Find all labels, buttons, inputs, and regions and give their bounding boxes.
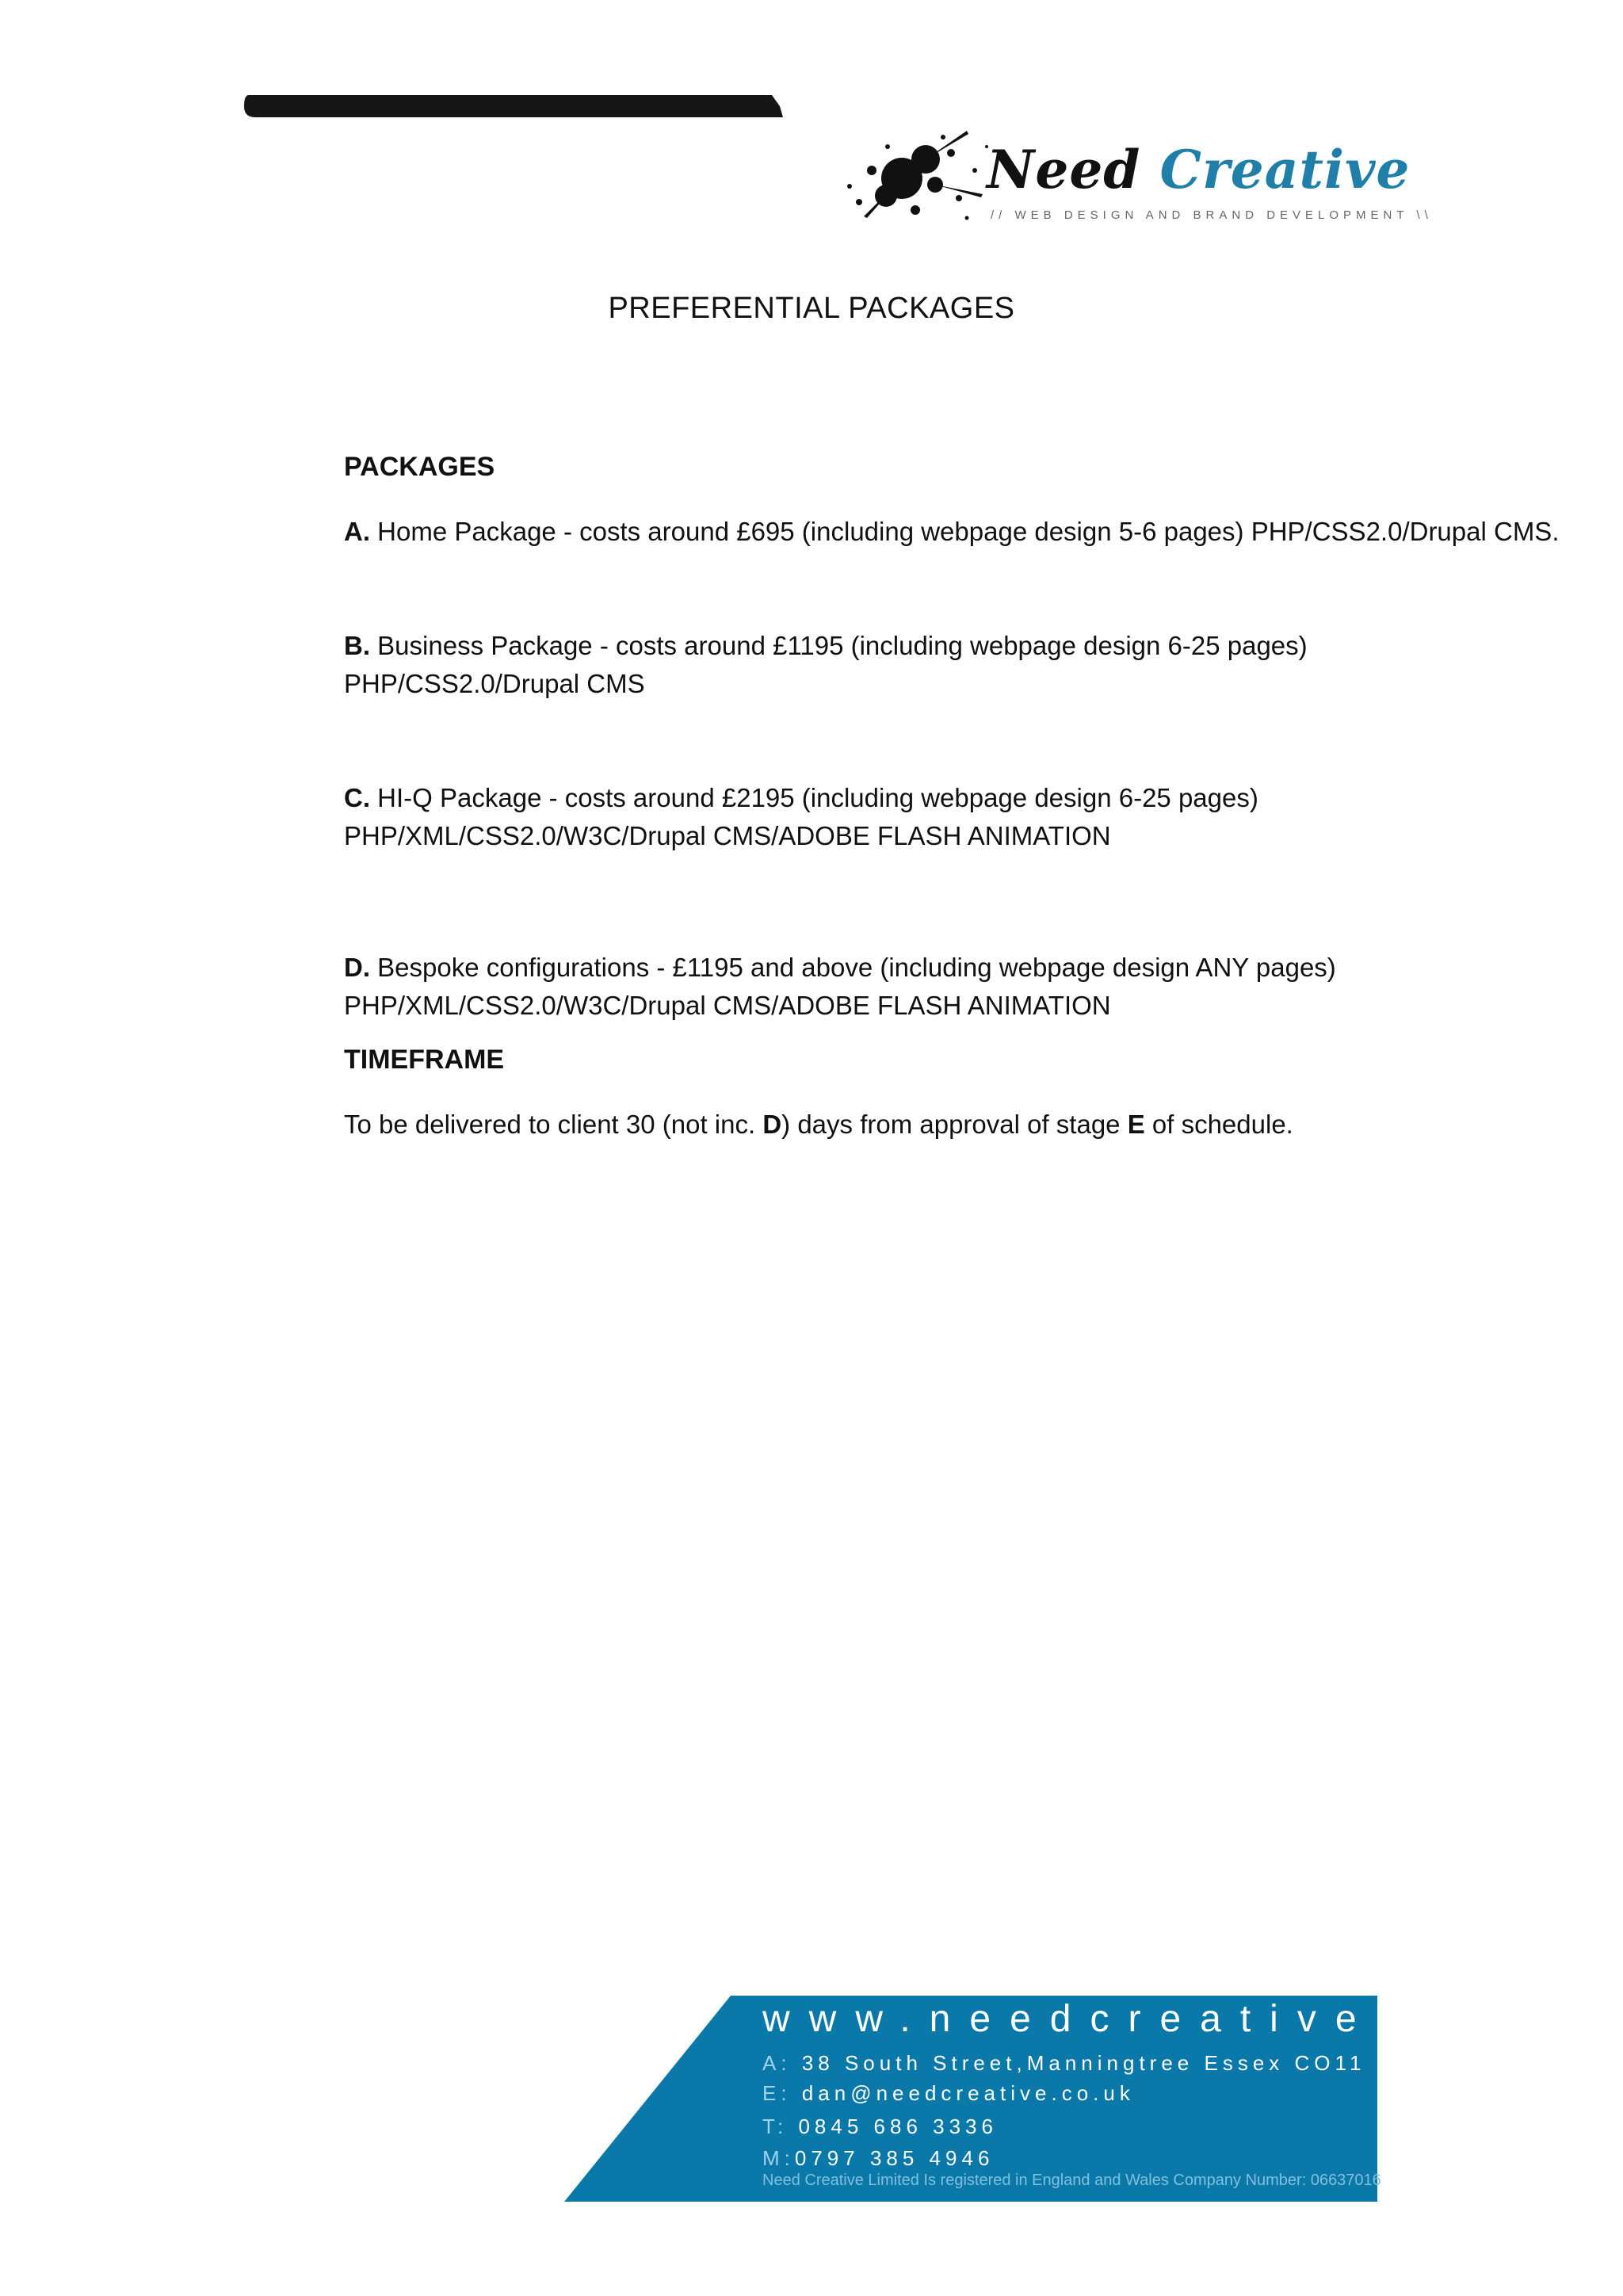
footer-phone-key: T:: [762, 2115, 789, 2138]
ink-splatter-icon: [840, 123, 999, 230]
package-item-b: [344, 627, 1469, 703]
package-letter: C.: [344, 783, 370, 812]
logo-tagline: // WEB DESIGN AND BRAND DEVELOPMENT \\: [991, 208, 1433, 222]
footer-email-key: E:: [762, 2081, 792, 2105]
timeframe-text-part: of schedule.: [1144, 1110, 1293, 1139]
logo-name-part2: Creative: [1159, 139, 1411, 201]
footer-address-value: 38 South Street,Manningtree Essex CO11 1BG: [801, 2051, 1432, 2075]
footer-email: [762, 2081, 1135, 2106]
page-title: PREFERENTIAL PACKAGES: [608, 292, 1015, 325]
package-tech: PHP/XML/CSS2.0/W3C/Drupal CMS/ADOBE FLASH ANIMATION: [344, 991, 1111, 1020]
package-line: [344, 513, 1560, 551]
footer-website-link[interactable]: www.needcreative.co.uk: [762, 1998, 1591, 2040]
document-body: [344, 448, 1560, 1144]
package-letter: B.: [344, 631, 370, 660]
footer-phone-value: 0845 686 3336: [798, 2115, 998, 2138]
footer-contact-block: [564, 1996, 1591, 2202]
logo-wordmark: [987, 139, 1410, 201]
logo-name-part1: Need: [987, 139, 1141, 201]
timeframe-text-part: To be delivered to client 30 (not inc.: [344, 1110, 763, 1139]
package-text: Home Package - costs around £695 (including webpage design 5-6 pages) PHP/CSS2.0/Drupal CMS.: [377, 517, 1560, 546]
footer-email-value[interactable]: dan@needcreative.co.uk: [801, 2081, 1135, 2105]
package-line: [344, 949, 1469, 987]
package-tech: PHP/CSS2.0/Drupal CMS: [344, 669, 645, 698]
package-letter: A.: [344, 517, 370, 546]
timeframe-text: [344, 1106, 1469, 1144]
footer-mobile-key: M:: [762, 2146, 795, 2170]
package-text: HI-Q Package - costs around £2195 (including webpage design 6-25 pages): [377, 783, 1258, 812]
package-text: Business Package - costs around £1195 (including webpage design 6-25 pages): [377, 631, 1308, 660]
footer-address-key: A:: [762, 2051, 792, 2075]
footer-address: [762, 2051, 1432, 2076]
package-item-a: [344, 513, 1560, 551]
package-letter: D.: [344, 953, 370, 982]
package-line: [344, 779, 1469, 817]
timeframe-bold-part: E: [1127, 1110, 1145, 1139]
timeframe-heading: TIMEFRAME: [344, 1045, 505, 1075]
package-item-c: [344, 779, 1469, 855]
footer-registration: Need Creative Limited Is registered in England and Wales Company Number: 06637016: [762, 2172, 1381, 2189]
timeframe-bold-part: D: [762, 1110, 782, 1139]
timeframe-text-part: ) days from approval of stage: [781, 1110, 1128, 1139]
footer-phone: [762, 2115, 998, 2139]
package-line: [344, 627, 1469, 665]
package-item-d: [344, 949, 1469, 1025]
package-text: Bespoke configurations - £1195 and above (including webpage design ANY pages): [377, 953, 1336, 982]
header-bar: [244, 95, 783, 117]
footer-mobile: [762, 2146, 994, 2171]
logo: [840, 115, 1433, 234]
package-tech: PHP/XML/CSS2.0/W3C/Drupal CMS/ADOBE FLASH ANIMATION: [344, 821, 1111, 850]
footer-mobile-value: 0797 385 4946: [794, 2146, 995, 2170]
packages-heading: PACKAGES: [344, 452, 495, 482]
